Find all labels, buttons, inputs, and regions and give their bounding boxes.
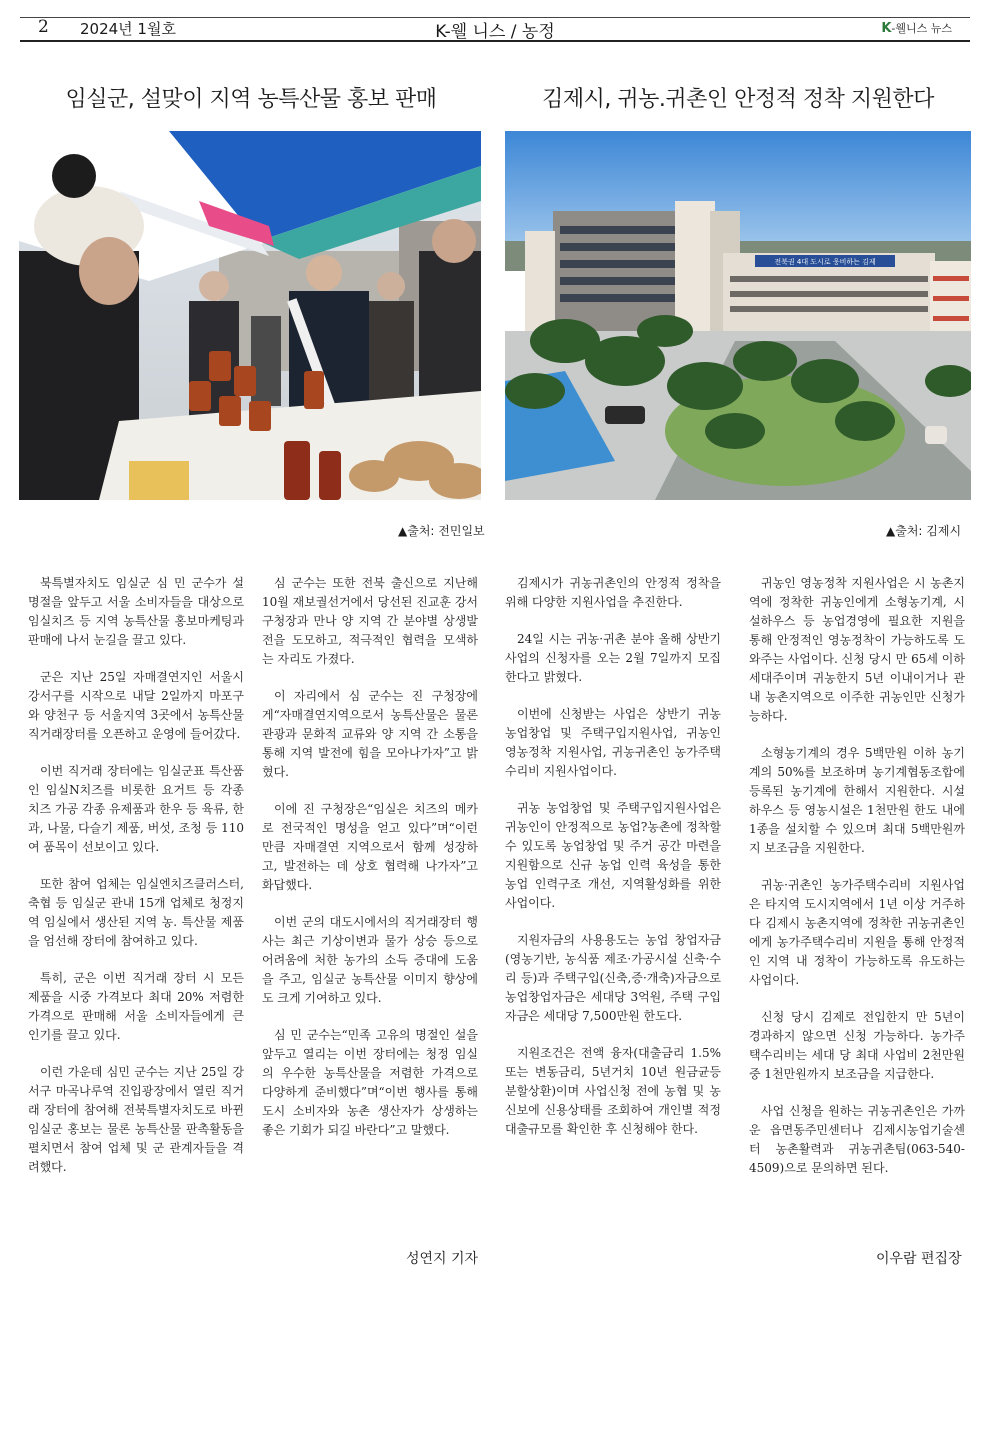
paragraph: 또한 참여 업체는 임실엔치즈클러스터, 축협 등 임실군 관내 15개 업체로 청정지역 임실에서 생산된 지역 농. 특산물 제품을 엄선해 장터에 참여하고 있다. bbox=[28, 877, 244, 948]
paragraph: 이 자리에서 심 군수는 진 구청장에게“자매결연지역으로서 농특산물은 물론 관광과 문화적 교류와 양 지역 간 소통을 통해 지역 발전에 힘을 모아나가자”고 밝혔다. bbox=[262, 689, 478, 779]
paragraph: 이런 가운데 심민 군수는 지난 25일 강서구 마곡나루역 진입광장에서 열린 직거래 장터에 참여해 전북특별자치도로 바뀐 임실군 홍보는 물론 농특산물 판촉활동을 펼치면서 참여 업체 및 군 관계자들을 격려했다. bbox=[28, 1065, 244, 1174]
paragraph: 지원조건은 전액 융자(대출금리 1.5% 또는 변동금리, 5년거치 10년 원금균등 분할상환)이며 사업신청 전에 농협 및 농신보에 신용상태를 조회하여 개인별 적정 대출규모를 확인한 후 신청해야 한다. bbox=[505, 1046, 721, 1136]
right-article-column-1 bbox=[505, 574, 721, 1157]
photo-building-sign: 전북권 4대 도시로 웅비하는 김제 bbox=[774, 258, 876, 266]
paragraph: 귀농인 영농정착 지원사업은 시 농촌지역에 정착한 귀농인에게 소형농기계, 시설하우스 등 농업경영에 필요한 지원을 통해 안정적인 영농정착이 가능하도록 도와주는 사업이다. 신청 당시 만 65세 이하 세대주이며 귀농한지 5년 이내이거나 관내 농촌지역으로 이주한 귀농인만 신청가능하다. bbox=[749, 576, 965, 723]
page-number: 2 bbox=[38, 17, 49, 37]
left-article-column-2 bbox=[262, 574, 478, 1158]
publication-logo bbox=[881, 20, 952, 36]
right-byline: 이우람 편집장 bbox=[876, 1251, 962, 1267]
paragraph: 이에 진 구청장은“임실은 치즈의 메카로 전국적인 명성을 얻고 있다”며“이런 만큼 자매결연 지역으로서 함께 성장하고, 발전하는 데 상호 협력해 나가자”고 화답했다. bbox=[262, 802, 478, 892]
logo-text: -웰니스 뉴스 bbox=[891, 22, 952, 35]
paragraph: 귀농·귀촌인 농가주택수리비 지원사업은 타지역 도시지역에서 1년 이상 거주하다 김제시 농촌지역에 정착한 귀농귀촌인에게 농가주택수리비 지원을 통해 안정적인 지역 내 정착이 가능하도록 유도하는 사업이다. bbox=[749, 878, 965, 987]
paragraph: 심 군수는 또한 전북 출신으로 지난해 10월 재보궐선거에서 당선된 진교훈 강서구청장과 만나 양 지역 간 분야별 상생발전을 도모하고, 적극적인 협력을 모색하는 자리도 가졌다. bbox=[262, 576, 479, 666]
paragraph: 신청 당시 김제로 전입한지 만 5년이 경과하지 않으면 신청 가능하다. 농가주택수리비는 세대 당 최대 사업비 2천만원 중 1천만원까지 보조금을 지급한다. bbox=[749, 1010, 965, 1081]
paragraph: 소형농기계의 경우 5백만원 이하 농기계의 50%를 보조하며 농기계협동조합에 등록된 농기계에 한해서 지원한다. 시설하우스 등 영농시설은 1천만원 한도 내에 1종을 설치할 수 있으며 최대 5백만원까지 보조금을 지원한다. bbox=[749, 746, 965, 855]
paragraph: 김제시가 귀농귀촌인의 안정적 정착을 위해 다양한 지원사업을 추진한다. bbox=[505, 576, 721, 609]
paragraph: 심 민 군수는“민족 고유의 명절인 설을 앞두고 열리는 이번 장터에는 청정 임실의 우수한 농특산물을 저렴한 가격으로 다양하게 준비했다”며“이번 행사를 통해 도시 소비자와 농촌 생산자가 상생하는 좋은 기회가 되길 바란다”고 말했다. bbox=[262, 1028, 478, 1137]
paragraph: 이번 군의 대도시에서의 직거래장터 행사는 최근 기상이변과 물가 상승 등으로 어려움에 처한 농가의 소득 증대에 도움을 주고, 임실군 농특산물 이미지 향상에도 크게 기여하고 있다. bbox=[262, 915, 478, 1005]
paragraph: 귀농 농업창업 및 주택구입지원사업은 귀농인이 안정적으로 농업?농촌에 정착할 수 있도록 농업창업 및 주거 공간 마련을 지원함으로 신규 농업 인력 육성을 통한 농업 인력구조 개선, 지역활성화를 위한 사업이다. bbox=[505, 801, 721, 910]
left-headline: 임실군, 설맞이 지역 농특산물 홍보 판매 bbox=[65, 87, 437, 112]
paragraph: 특히, 군은 이번 직거래 장터 시 모든 제품을 시중 가격보다 최대 20% 저렴한 가격으로 판매해 서울 소비자들에게 큰 인기를 끌고 있다. bbox=[28, 971, 244, 1042]
left-byline: 성연지 기자 bbox=[406, 1251, 479, 1267]
market-stall-photo bbox=[19, 131, 481, 500]
paragraph: 이번에 신청받는 사업은 상반기 귀농 농업창업 및 주택구입지원사업, 귀농인 영농정착 지원사업, 귀농귀촌인 농가주택수리비 지원사업이다. bbox=[505, 707, 721, 778]
right-headline: 김제시, 귀농.귀촌인 안정적 정착 지원한다 bbox=[542, 87, 934, 112]
paragraph: 북특별자치도 임실군 심 민 군수가 설 명절을 앞두고 서울 소비자들을 대상으로 임실치즈 등 지역 농특산물 홍보마케팅과 판매에 나서 눈길을 끌고 있다. bbox=[28, 576, 244, 647]
left-photo-credit: ▲출처: 전민일보 bbox=[398, 524, 485, 538]
right-photo-credit: ▲출처: 김제시 bbox=[886, 524, 962, 538]
issue-date: 2024년 1월호 bbox=[80, 20, 176, 38]
page-header bbox=[20, 14, 970, 42]
paragraph: 지원자금의 사용용도는 농업 창업자금(영농기반, 농식품 제조·가공시설 신축·수리 등)과 주택구입(신축,증·개축)자금으로 농업창업자금은 세대당 3억원, 주택 구입자금은 세대당 7,500만원 한도다. bbox=[505, 933, 721, 1023]
paragraph: 이번 직거래 장터에는 임실군표 특산품인 임실N치즈를 비롯한 요거트 등 각종 치즈 가공 각종 유제품과 한우 등 육류, 한과, 나물, 다슬기 제품, 버섯, 조청 등 110여 품목이 선보이고 있다. bbox=[28, 764, 244, 854]
left-article-column-1 bbox=[28, 574, 244, 1195]
paragraph: 사업 신청을 원하는 귀농귀촌인은 가까운 읍면동주민센터나 김제시농업기술센터 농촌활력과 귀농귀촌팀(063-540-4509)으로 문의하면 된다. bbox=[749, 1104, 965, 1175]
section-title: K-웰 니스 / 농정 bbox=[435, 22, 555, 42]
logo-k-icon: K bbox=[881, 21, 892, 36]
paragraph: 군은 지난 25일 자매결연지인 서울시 강서구를 시작으로 내달 2일까지 마포구와 양천구 등 서울지역 3곳에서 농특산물 직거래장터를 오픈하고 운영에 들어갔다. bbox=[28, 670, 244, 741]
city-hall-photo bbox=[505, 131, 971, 500]
right-article-column-2 bbox=[749, 574, 965, 1196]
paragraph: 24일 시는 귀농·귀촌 분야 올해 상반기 사업의 신청자를 오는 2월 7일까지 모집한다고 밝혔다. bbox=[505, 632, 721, 684]
